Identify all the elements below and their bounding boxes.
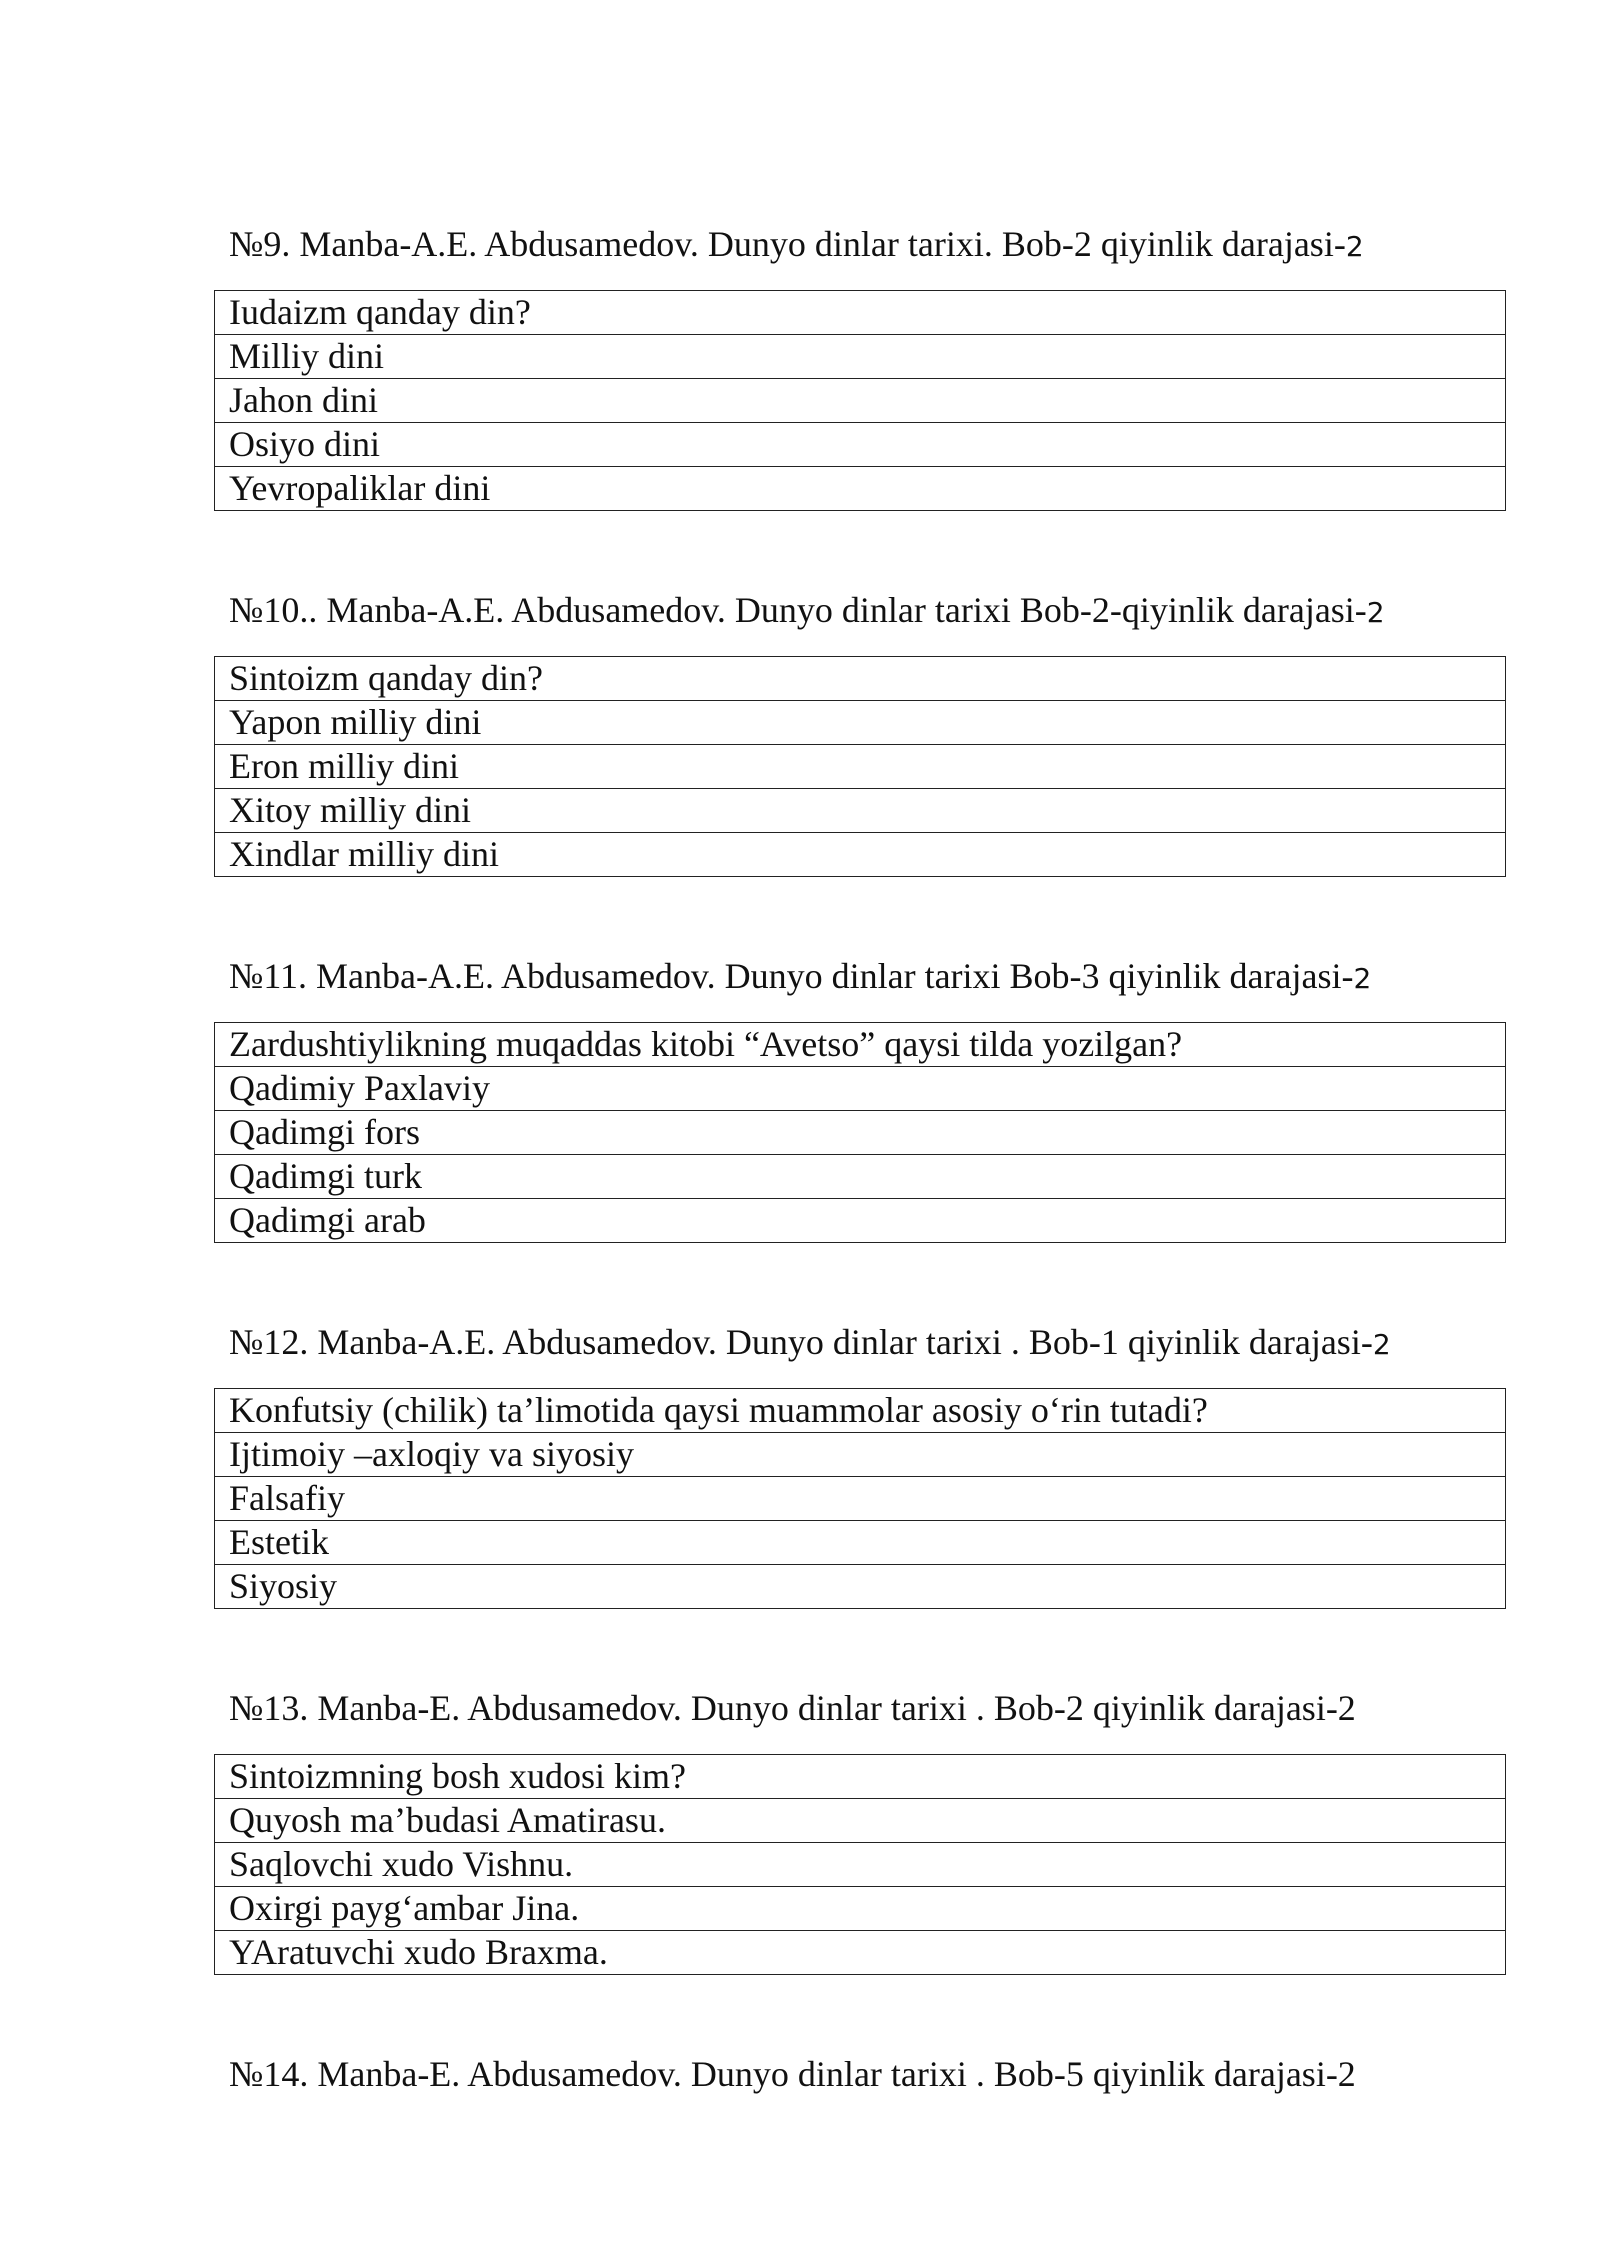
question-row [215,1389,1506,1433]
answer-option: Quyosh ma’budasi Amatirasu. [215,1799,1506,1843]
question-row [215,657,1506,701]
question-heading [229,1320,1391,1367]
answer-option: Xitoy milliy dini [215,789,1506,833]
answer-option: Eron milliy dini [215,745,1506,789]
answer-option: Qadimiy Paxlaviy [215,1067,1506,1111]
answer-option: Yevropaliklar dini [215,467,1506,511]
question-text: Sintoizmning bosh xudosi kim? [215,1755,1506,1799]
heading-text: №9. Manba-A.E. Abdusamedov. Dunyo dinlar tarixi. Bob-2 qiyinlik darajasi- [229,224,1346,264]
answer-row [215,1067,1506,1111]
answer-row [215,1521,1506,1565]
question-row [215,1755,1506,1799]
answer-option: Jahon dini [215,379,1506,423]
heading-text: №14. Manba-E. Abdusamedov. Dunyo dinlar tarixi . Bob-5 qiyinlik darajasi-2 [229,2054,1356,2094]
answer-row [215,1565,1506,1609]
question-table [214,290,1506,511]
question-table [214,656,1506,877]
heading-level: 2 [1372,1328,1391,1361]
question-row [215,1023,1506,1067]
answer-option: Xindlar milliy dini [215,833,1506,877]
answer-option: Ijtimoiy –axloqiy va siyosiy [215,1433,1506,1477]
question-heading [229,588,1385,635]
answer-option: YAratuvchi xudo Braxma. [215,1931,1506,1975]
answer-row [215,467,1506,511]
question-heading [229,2052,1356,2099]
answer-row [215,1799,1506,1843]
answer-option: Qadimgi fors [215,1111,1506,1155]
answer-option: Qadimgi turk [215,1155,1506,1199]
answer-row [215,745,1506,789]
heading-text: №10.. Manba-A.E. Abdusamedov. Dunyo dinlar tarixi Bob-2-qiyinlik darajasi- [229,590,1367,630]
answer-option: Saqlovchi xudo Vishnu. [215,1843,1506,1887]
heading-level: 2 [1366,596,1385,629]
question-text: Sintoizm qanday din? [215,657,1506,701]
question-text: Zardushtiylikning muqaddas kitobi “Avetso” qaysi tilda yozilgan? [215,1023,1506,1067]
answer-row [215,1931,1506,1975]
answer-option: Estetik [215,1521,1506,1565]
question-table [214,1022,1506,1243]
answer-row [215,1843,1506,1887]
answer-row [215,1887,1506,1931]
answer-option: Siyosiy [215,1565,1506,1609]
question-heading [229,954,1371,1001]
heading-level: 2 [1353,962,1372,995]
answer-option: Milliy dini [215,335,1506,379]
answer-row [215,335,1506,379]
question-table [214,1754,1506,1975]
heading-text: №12. Manba-A.E. Abdusamedov. Dunyo dinlar tarixi . Bob-1 qiyinlik darajasi- [229,1322,1373,1362]
answer-row [215,1433,1506,1477]
question-table [214,1388,1506,1609]
heading-text: №13. Manba-E. Abdusamedov. Dunyo dinlar tarixi . Bob-2 qiyinlik darajasi-2 [229,1688,1356,1728]
answer-row [215,379,1506,423]
answer-option: Falsafiy [215,1477,1506,1521]
question-heading [229,1686,1356,1733]
question-text: Iudaizm qanday din? [215,291,1506,335]
answer-row [215,1155,1506,1199]
answer-option: Osiyo dini [215,423,1506,467]
answer-row [215,423,1506,467]
answer-row [215,789,1506,833]
heading-level: 2 [1345,230,1364,263]
answer-row [215,1477,1506,1521]
answer-row [215,701,1506,745]
answer-option: Yapon milliy dini [215,701,1506,745]
answer-option: Oxirgi payg‘ambar Jina. [215,1887,1506,1931]
answer-row [215,1199,1506,1243]
answer-row [215,833,1506,877]
question-text: Konfutsiy (chilik) ta’limotida qaysi muammolar asosiy o‘rin tutadi? [215,1389,1506,1433]
question-row [215,291,1506,335]
heading-text: №11. Manba-A.E. Abdusamedov. Dunyo dinlar tarixi Bob-3 qiyinlik darajasi- [229,956,1354,996]
answer-row [215,1111,1506,1155]
question-heading [229,222,1364,269]
answer-option: Qadimgi arab [215,1199,1506,1243]
